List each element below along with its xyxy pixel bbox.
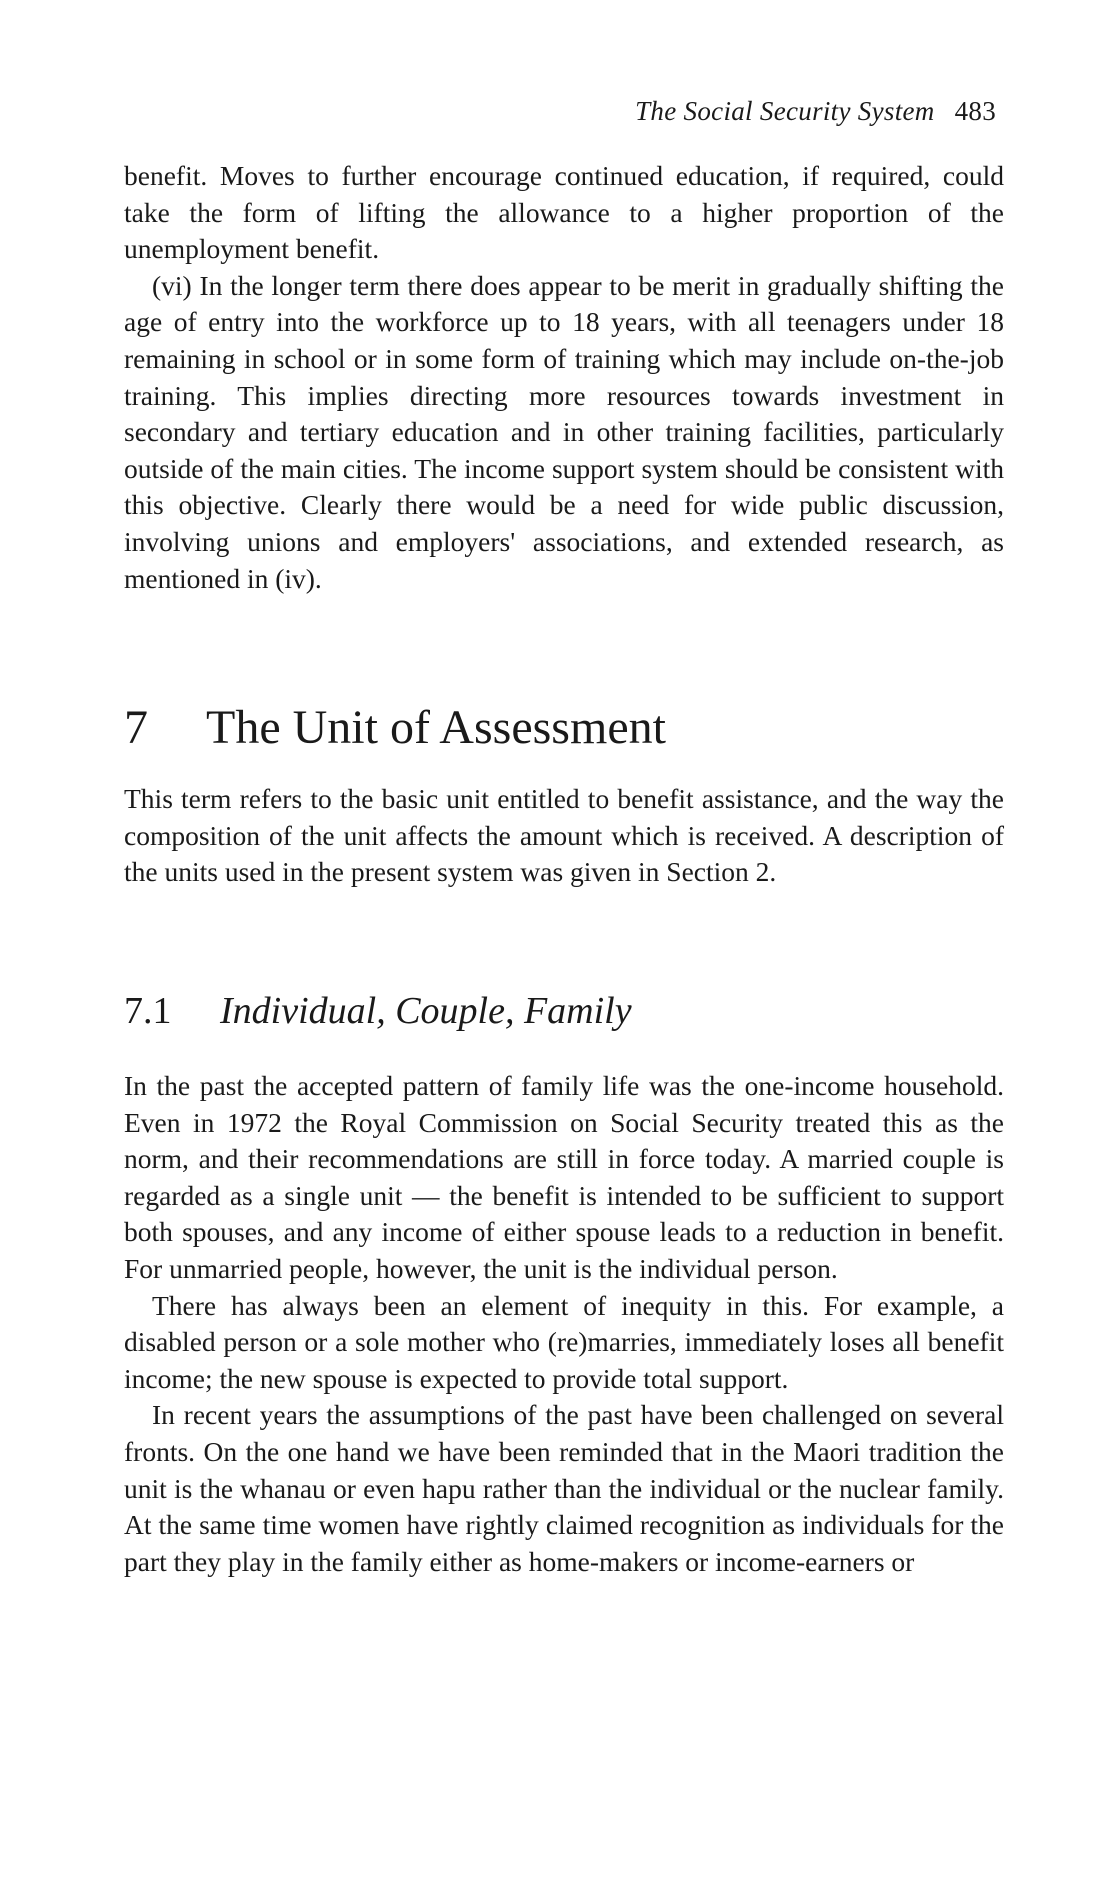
page-number: 483 [954, 96, 996, 126]
running-head [635, 96, 996, 127]
subsection-body [124, 1068, 1004, 1580]
paragraph-family-pattern: In the past the accepted pattern of family life was the one-income household. Even in 1972 the Royal Commission on Social Security treated this as the norm, and their recommendations are still in force today. A married couple is regarded as a single unit — the benefit is intended to be sufficient to support both spouses, and any income of either spouse leads to a reduction in benefit. For unmarried people, however, the unit is the individual person. [124, 1070, 1004, 1284]
paragraph-inequity: There has always been an element of inequity in this. For example, a disabled person or a sole mother who (re)marries, immediately loses all benefit income; the new spouse is expected to provide total support. [124, 1289, 1004, 1394]
continued-text [124, 158, 1004, 597]
subsection-heading [124, 988, 632, 1034]
subsection-title: Individual, Couple, Family [220, 990, 632, 1032]
running-head-title: The Social Security System [635, 96, 935, 126]
section-title: The Unit of Assessment [206, 701, 666, 754]
paragraph-continued: benefit. Moves to further encourage continued education, if required, could take the form of lifting the allowance to a higher proportion of the unemployment benefit. [124, 160, 1004, 265]
paragraph-section-intro: This term refers to the basic unit entitled to benefit assistance, and the way the composition of the unit affects the amount which is received. A description of the units used in the present system was given in Section 2. [124, 783, 1004, 888]
subsection-number: 7.1 [124, 990, 172, 1032]
section-number: 7 [124, 701, 148, 754]
paragraph-recent-years: In recent years the assumptions of the past have been challenged on several fronts. On the one hand we have been reminded that in the Maori tradition the unit is the whanau or even hapu rather than the individual or the nuclear family. At the same time women have rightly claimed recognition as individuals for the part they play in the family either as home-makers or income-earners or [124, 1399, 1004, 1577]
paragraph-point-vi: (vi) In the longer term there does appear to be merit in gradually shifting the age of entry into the workforce up to 18 years, with all teenagers under 18 remaining in school or in some form of training which may include on-the-job training. This implies directing more resources towards investment in secondary and tertiary education and in other training facilities, particularly outside of the main cities. The income support system should be consistent with this objective. Clearly there would be a need for wide public discussion, involving unions and employers' associations, and extended research, as mentioned in (iv). [124, 269, 1004, 594]
section-intro [124, 781, 1004, 891]
section-heading [124, 700, 666, 756]
